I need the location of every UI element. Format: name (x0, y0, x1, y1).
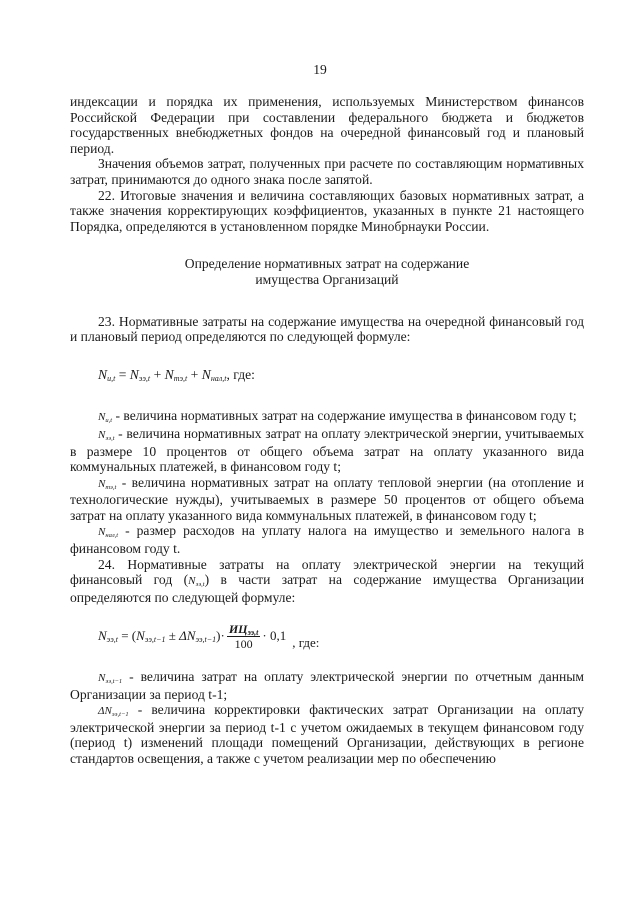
symbol: $N_{и,t}$ (98, 411, 113, 425)
symbol: $\Delta N_{ээ,t-1}$ (98, 705, 129, 719)
definition-n-property: $N_{и,t}$ - величина нормативных затрат на содержание имущества в финансовом году t; (98, 408, 577, 425)
definition-n-tax: $N_{нал,t}$ - размер расходов на уплату налога на имущество и земельного налога в финансовом году t. (70, 523, 584, 557)
definition-n-electricity: $N_{ээ,t}$ - величина нормативных затрат на оплату электрической энергии, учитываемых в размере 10 процентов от общего объема затрат на оплату указанного вида коммунальных платежей, в финансовом году t; (70, 425, 584, 475)
definition-n-heat: $N_{тэ,t}$ - величина нормативных затрат на оплату тепловой энергии (на отопление и технологические нужды), учитываемых в размере 50 процентов от общего объема затрат на оплату указанного вида коммунальных платежей, в финансовом году t; (70, 474, 584, 523)
formula-electricity-costs: $N_{ээ,t} = (N_{ээ,t-1} \pm \Delta N_{ээ,t-1})\cdot$ $\frac{ИЦ_{ээ,t}}{100}$ · 0,1 , где: (98, 621, 320, 651)
formula-fraction: $\frac{ИЦ_{ээ,t}}{100}$ (228, 621, 259, 651)
paragraph-continuation: индексации и порядка их применения, используемых Министерством финансов Российской Федерации при составлении федерального бюджета и бюджетов государственных внебюджетных фондов на очередной финансовый год и плановый период. (70, 94, 584, 156)
section-heading-line2: имущества Организаций (255, 271, 399, 287)
section-heading-line1: Определение нормативных затрат на содержание (184, 256, 470, 272)
symbol: $N_{ээ,t-1}$ (98, 672, 123, 686)
section-heading (70, 256, 584, 287)
paragraph-24: 24. Нормативные затраты на оплату электрической энергии на текущий финансовый год $(N_{ээ,t})$ в части затрат на содержание имущества Организации определяются по следующей формуле: (70, 556, 584, 605)
symbol: $N_{нал,t}$ (98, 526, 119, 540)
symbol: $N_{тэ,t}$ (98, 477, 117, 491)
formula-property-costs: $N_{и,t} = N_{ээ,t} + N_{тэ,t} + N_{нал,t}$, где: (98, 366, 255, 383)
symbol: $N_{ээ,t}$ (188, 575, 205, 589)
definition-delta-n: $\Delta N_{ээ,t-1}$ - величина корректировки фактических затрат Организации на оплату электрической энергии за период t-1 с учетом ожидаемых в текущем финансовом году (период t) изменений площади помещений Организации, действующих в регионе стандартов освещения, а также с учетом реализации мер по обеспечению (70, 702, 584, 766)
paragraph-22: 22. Итоговые значения и величина составляющих базовых нормативных затрат, а также значения корректирующих коэффициентов, указанных в пункте 21 настоящего Порядка, определяются в установленном порядке Минобрнауки России. (70, 187, 584, 234)
symbol: $N_{ээ,t}$ (98, 428, 115, 442)
paragraph-rounding: Значения объемов затрат, полученных при расчете по составляющим нормативных затрат, принимаются до одного знака после запятой. (70, 156, 584, 187)
paragraph-23: 23. Нормативные затраты на содержание имущества на очередной финансовый год и плановый период определяются по следующей формуле: (70, 313, 584, 345)
page-number: 19 (313, 62, 327, 77)
document-body (70, 94, 584, 767)
definition-n-electricity-prev: $N_{ээ,t-1}$ - величина затрат на оплату электрической энергии по отчетным данным Организации за период t-1; (70, 669, 584, 702)
